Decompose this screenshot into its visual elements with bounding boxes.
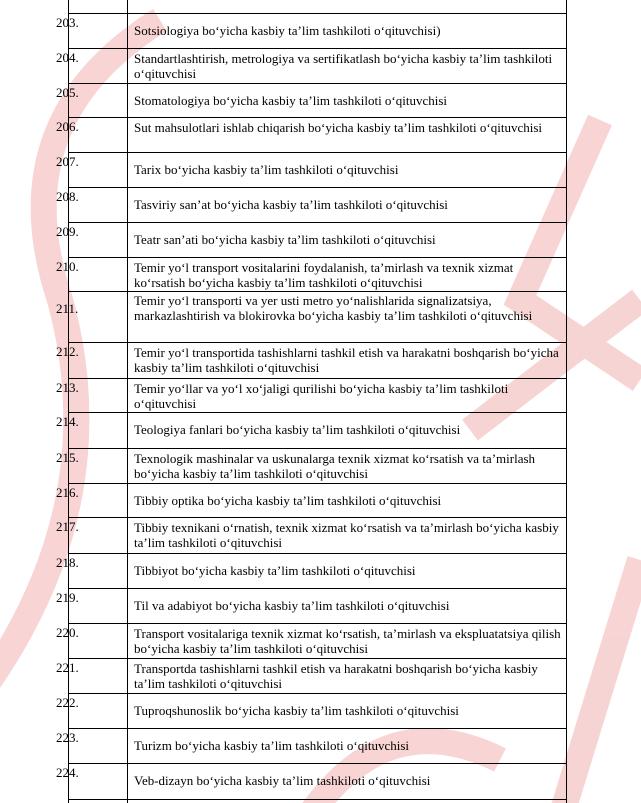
row-number: 221. — [56, 660, 79, 675]
row-text: Temir yo‘l transportida tashishlarni tashkil etish va harakatni boshqarish bo‘yicha kasbiy ta’lim tashkiloti o‘qituvchisi — [134, 345, 559, 375]
row-text: Teologiya fanlari bo‘yicha kasbiy ta’lim tashkiloti o‘qituvchisi — [134, 422, 461, 437]
row-text: Tibbiy optika bo‘yicha kasbiy ta’lim tashkiloti o‘qituvchisi — [134, 493, 442, 508]
row-text: Tasviriy san’at bo‘yicha kasbiy ta’lim tashkiloti o‘qituvchisi — [134, 197, 448, 212]
row-text: Temir yo‘l transporti va yer usti metro yo‘nalishlarida signalizatsiya, markazlashtirish va blokirovka bo‘yicha kasbiy ta’lim tashkiloti o‘qituvchisi — [134, 293, 533, 323]
row-number: 215. — [56, 450, 79, 465]
table-row — [56, 554, 567, 589]
table-row — [56, 292, 567, 343]
table-row — [56, 84, 567, 118]
row-number: 217. — [56, 519, 79, 534]
row-text: Tuproqshunoslik bo‘yicha kasbiy ta’lim tashkiloti o‘qituvchisi — [134, 703, 459, 718]
row-number: 204. — [56, 50, 79, 65]
row-text: Teatr san’ati bo‘yicha kasbiy ta’lim tashkiloti o‘qituvchisi — [134, 232, 436, 247]
row-number: 212. — [56, 344, 79, 359]
table-row — [56, 413, 567, 449]
row-number: 216. — [56, 485, 79, 500]
row-number: 208. — [56, 189, 79, 204]
row-number: 206. — [56, 119, 79, 134]
table-row — [56, 764, 567, 800]
table-row — [56, 449, 567, 484]
row-number: 203. — [56, 15, 79, 30]
row-number: 223. — [56, 730, 79, 745]
row-number: 209. — [56, 224, 79, 239]
table-row — [56, 624, 567, 659]
row-number: 214. — [56, 414, 79, 429]
row-text: Transportda tashishlarni tashkil etish va harakatni boshqarish bo‘yicha kasbiy ta’lim tashkiloti o‘qituvchisi — [134, 661, 538, 691]
table-row — [56, 343, 567, 379]
table-row — [56, 589, 567, 624]
row-text: Turizm bo‘yicha kasbiy ta’lim tashkiloti o‘qituvchisi — [134, 738, 410, 753]
row-text: Stomatologiya bo‘yicha kasbiy ta’lim tashkiloti o‘qituvchisi — [134, 93, 448, 108]
row-number: 222. — [56, 695, 79, 710]
previous-row-fragment — [0, 0, 641, 14]
row-number: 220. — [56, 625, 79, 640]
row-number: 207. — [56, 154, 79, 169]
row-text: Veb-dizayn bo‘yicha kasbiy ta’lim tashkiloti o‘qituvchisi — [134, 773, 431, 788]
row-number: 213. — [56, 380, 79, 395]
table-row — [56, 518, 567, 554]
table-row — [56, 118, 567, 153]
table-row — [56, 659, 567, 694]
row-text: Sotsiologiya bo‘yicha kasbiy ta’lim tashkiloti o‘qituvchisi) — [134, 23, 441, 38]
table-row — [56, 49, 567, 84]
row-text: Sut mahsulotlari ishlab chiqarish bo‘yicha kasbiy ta’lim tashkiloti o‘qituvchisi — [134, 120, 542, 135]
row-number: 205. — [56, 85, 79, 100]
table-row — [56, 188, 567, 223]
row-text: Transport vositalariga texnik xizmat ko‘rsatish, ta’mirlash va ekspluatatsiya qilish bo‘yicha kasbiy ta’lim tashkiloti o‘qituvchisi — [134, 626, 561, 656]
table-row — [56, 258, 567, 292]
table-row — [56, 379, 567, 413]
table-row — [56, 14, 567, 49]
row-number: 218. — [56, 555, 79, 570]
row-text: Temir yo‘l transport vositalarini foydalanish, ta’mirlash va texnik xizmat ko‘rsatish bo‘yicha kasbiy ta’lim tashkiloti o‘qituvchisi — [134, 260, 514, 290]
table-row — [56, 223, 567, 258]
row-text: Tarix bo‘yicha kasbiy ta’lim tashkiloti o‘qituvchisi — [134, 162, 399, 177]
row-text: Tibbiyot bo‘yicha kasbiy ta’lim tashkiloti o‘qituvchisi — [134, 563, 416, 578]
row-number: 210. — [56, 259, 79, 274]
table-row — [56, 484, 567, 518]
row-text: Temir yo‘llar va yo‘l xo‘jaligi qurilishi bo‘yicha kasbiy ta’lim tashkiloti o‘qituvchisi — [134, 381, 509, 411]
table-row — [56, 153, 567, 188]
table-row — [56, 694, 567, 729]
row-text: Standartlashtirish, metrologiya va sertifikatlash bo‘yicha kasbiy ta’lim tashkiloti o‘qituvchisi — [134, 51, 553, 81]
table-row — [56, 729, 567, 764]
row-number: 211. — [56, 301, 79, 316]
row-number: 224. — [56, 765, 79, 780]
row-text: Til va adabiyot bo‘yicha kasbiy ta’lim tashkiloti o‘qituvchisi — [134, 598, 450, 613]
row-text: Texnologik mashinalar va uskunalarga texnik xizmat ko‘rsatish va ta’mirlash bo‘yicha kasbiy ta’lim tashkiloti o‘qituvchisi — [134, 451, 536, 481]
row-text: Tibbiy texnikani o‘rnatish, texnik xizmat ko‘rsatish va ta’mirlash bo‘yicha kasbiy ta’lim tashkiloti o‘qituvchisi — [134, 520, 559, 550]
row-number: 219. — [56, 590, 79, 605]
